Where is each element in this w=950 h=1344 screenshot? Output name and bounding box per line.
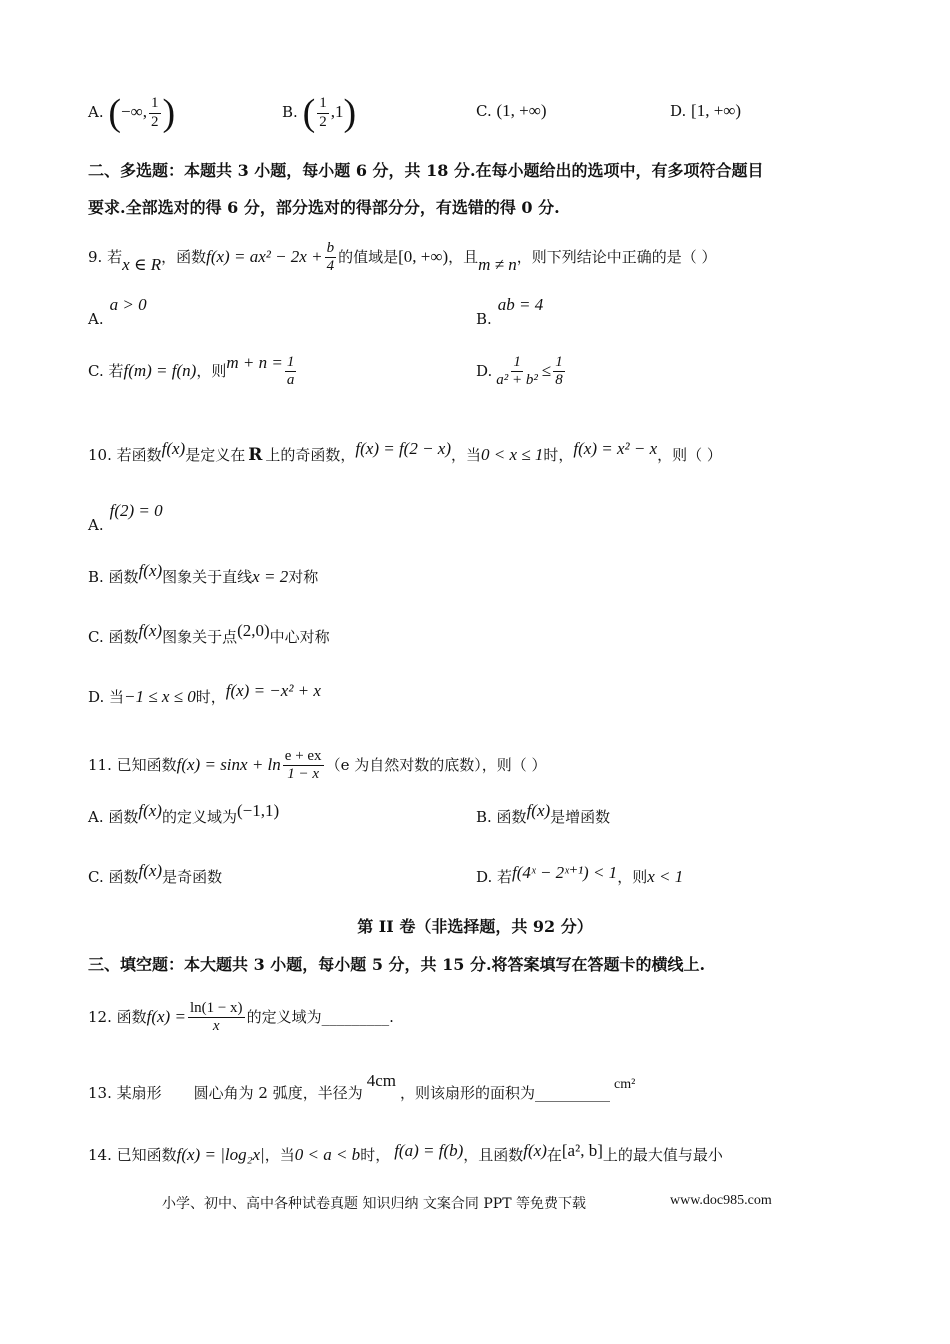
q11-option-b: B. 函数f(x)是增函数 [476,801,611,826]
section2-line2: 要求.全部选对的得 6 分，部分选对的得部分分，有选错的得 0 分. [88,198,560,217]
footer-text: 小学、初中、高中各种试卷真题 知识归纳 文案合同 PPT 等免费下载 [162,1196,586,1212]
q9-option-a: A.a > 0 [88,295,147,328]
q9-option-c: C. 若f(m) = f(n)，则m + n = $\frac{1}{a}$ [88,352,295,389]
q13-stem: 13. 某扇形 圆心角为 2 弧度，半径为4cm，则该扇形的面积为__________ cm² [88,1071,636,1102]
q9-option-d: D. $\frac{1}{\text{a² + b²}}$ ≤ $\frac{1}{8}$ [476,354,563,389]
q11-option-d: D. 若f(4ˣ − 2ˣ⁺¹) < 1，则x < 1 [476,863,684,886]
q8-option-b: B. ( $\frac{1}{2}$ ,1) [282,92,357,134]
q11-option-a: A. 函数f(x)的定义域为(−1,1) [88,801,280,826]
q11-stem: 11. 已知函数f(x) = sinx + ln $\frac{e + ex}{1 - x}$ （e 为自然对数的底数），则（ ） [88,748,547,783]
q10-option-b: B. 函数f(x)图象关于直线x = 2对称 [88,561,319,586]
q14-stem: 14. 已知函数f(x) = |log₂x|，当0 < a < b时， f(a) = f(b)，且函数f(x)在[a², b]上的最大值与最小 [88,1141,723,1164]
part2-title: 第 II 卷（非选择题，共 92 分） [357,917,593,936]
q11-option-c: C. 函数f(x)是奇函数 [88,861,223,886]
footer-url[interactable]: www.doc985.com [670,1193,772,1208]
section3-header: 三、填空题：本大题共 3 小题，每小题 5 分，共 15 分.将答案填写在答题卡的横线上. [88,955,706,974]
q8-option-c: C. (1, +∞) [476,101,547,120]
q10-option-d: D. 当−1 ≤ x ≤ 0时，f(x) = −x² + x [88,681,321,706]
q10-option-c: C. 函数f(x)图象关于点(2,0)中心对称 [88,621,330,646]
section2-line1: 二、多选题：本题共 3 小题，每小题 6 分，共 18 分.在每小题给出的选项中，有多项符合题目 [88,161,764,180]
q10-option-a: A.f(2) = 0 [88,501,163,534]
q9-stem: 9. 若x ∈ R，函数f(x) = ax² − 2x + $\frac{b}{4}$ 的值域是[0, +∞)，且m ≠ n，则下列结论中正确的是（ ） [88,240,717,275]
q8-option-d: D. [1, +∞) [670,101,742,120]
q10-stem: 10. 若函数f(x)是定义在 R 上的奇函数，f(x) = f(2 − x)，当0 < x ≤ 1时，f(x) = x² − x，则（ ） [88,439,722,465]
q8-option-a: A. (−∞, $\frac{1}{2}$ ) [88,92,176,134]
q12-stem: 12. 函数f(x) = $\frac{\ln(1 - x)}{x}$ 的定义域为_________. [88,1000,394,1035]
q9-option-b: B.ab = 4 [476,295,544,328]
